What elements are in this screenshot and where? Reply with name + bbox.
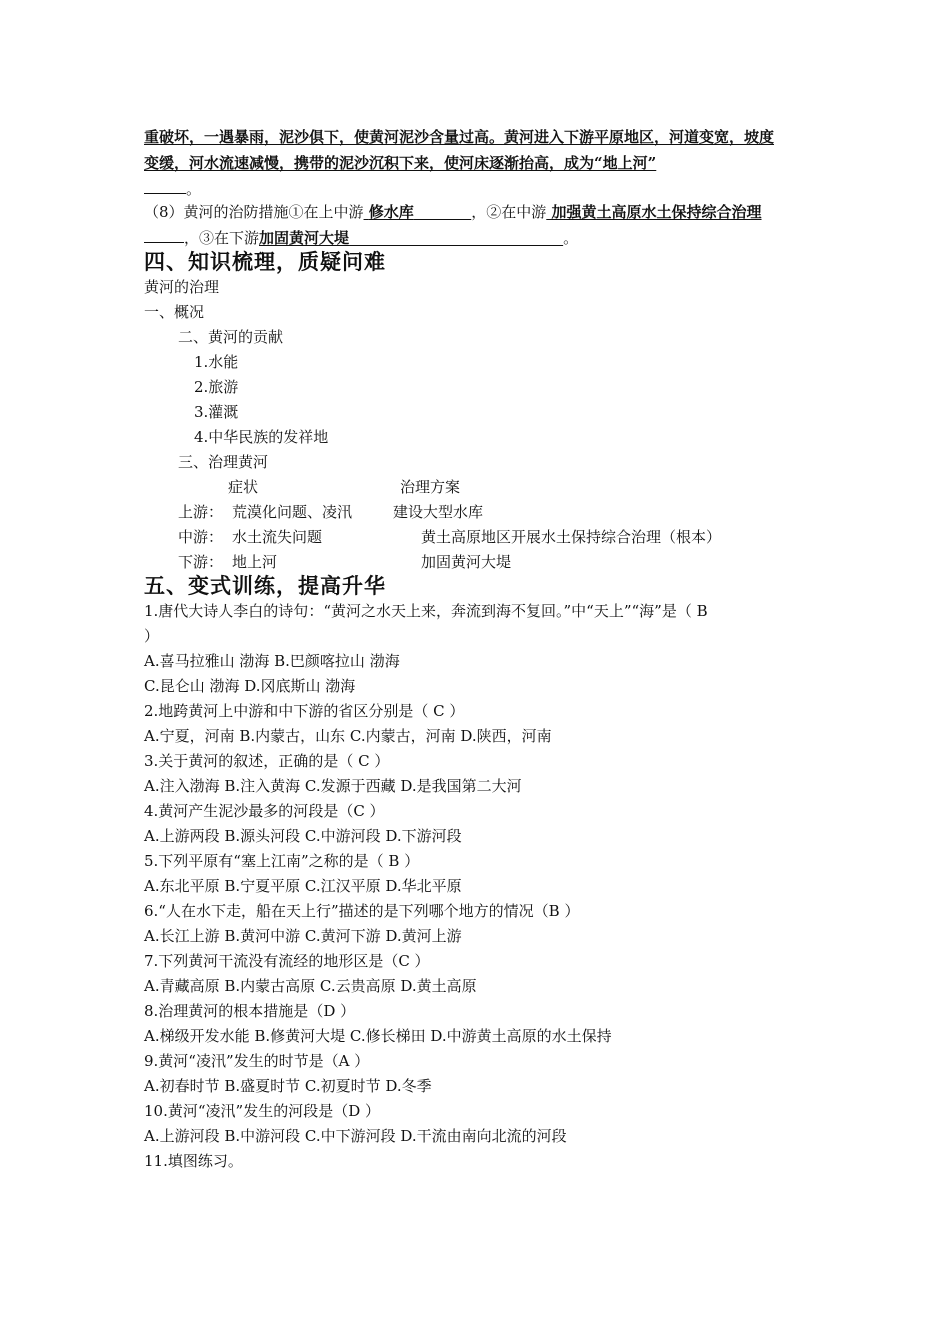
section-4-title: 黄河的治理 xyxy=(144,278,220,296)
section-4-heading: 四、知识梳理，质疑问难 xyxy=(144,249,386,274)
exercise-line: C.昆仑山 渤海 D.冈底斯山 渤海 xyxy=(144,677,356,695)
q8-mid: ，②在中游 xyxy=(471,203,547,221)
outline-item-3: 三、治理黄河 xyxy=(178,453,269,471)
answer-line-3 xyxy=(144,178,201,199)
exercise-line: 1.唐代大诗人李白的诗句：“黄河之水天上来，奔流到海不复回。”中“天上”“海”是（ B xyxy=(144,602,708,620)
question-8-line-2 xyxy=(144,227,578,248)
row-symptom: 荒漠化问题、凌汛 xyxy=(232,503,353,521)
column-header-symptom: 症状 xyxy=(228,478,259,496)
row-plan: 加固黄河大堤 xyxy=(421,553,512,571)
q8-prefix: （8）黄河的治防措施①在上中游 xyxy=(144,203,364,221)
exercise-line: ） xyxy=(144,627,160,645)
period: 。 xyxy=(186,180,202,198)
row-segment: 下游： xyxy=(178,553,224,571)
row-symptom: 水土流失问题 xyxy=(232,528,323,546)
exercise-line: A.长江上游 B.黄河中游 C.黄河下游 D.黄河上游 xyxy=(144,927,462,945)
section-5-heading: 五、变式训练，提高升华 xyxy=(144,573,386,598)
row-symptom: 地上河 xyxy=(232,553,278,571)
exercise-line: 9.黄河“凌汛”发生的时节是（A ） xyxy=(144,1052,370,1070)
contribution-item: 4.中华民族的发祥地 xyxy=(194,428,329,446)
q8-answer-3: 加固黄河大堤 xyxy=(259,229,350,247)
exercise-line: A.注入渤海 B.注入黄海 C.发源于西藏 D.是我国第二大河 xyxy=(144,777,522,795)
exercise-line: 7.下列黄河干流没有流经的地形区是（C ） xyxy=(144,952,430,970)
exercise-line: 4.黄河产生泥沙最多的河段是（C ） xyxy=(144,802,385,820)
blank-underline xyxy=(144,227,184,243)
exercise-line: A.上游两段 B.源头河段 C.中游河段 D.下游河段 xyxy=(144,827,462,845)
exercise-line: A.青藏高原 B.内蒙古高原 C.云贵高原 D.黄土高原 xyxy=(144,977,477,995)
question-8-line-1 xyxy=(144,202,762,222)
exercise-line: 6.“人在水下走，船在天上行”描述的是下列哪个地方的情况（B ） xyxy=(144,902,580,920)
column-header-plan: 治理方案 xyxy=(400,478,461,496)
exercise-line: A.东北平原 B.宁夏平原 C.江汉平原 D.华北平原 xyxy=(144,877,462,895)
contribution-item: 1.水能 xyxy=(194,353,239,371)
exercise-line: 8.治理黄河的根本措施是（D ） xyxy=(144,1002,356,1020)
exercise-line: 3.关于黄河的叙述，正确的是（ C ） xyxy=(144,752,390,770)
contribution-item: 3.灌溉 xyxy=(194,403,239,421)
exercise-line: 10.黄河“凌汛”发生的河段是（D ） xyxy=(144,1102,380,1120)
exercise-line: A.宁夏，河南 B.内蒙古，山东 C.内蒙古，河南 D.陕西，河南 xyxy=(144,727,552,745)
exercise-line: A.初春时节 B.盛夏时节 C.初夏时节 D.冬季 xyxy=(144,1077,432,1095)
answer-line-2: 变缓，河水流速减慢，携带的泥沙沉积下来，使河床逐渐抬高，成为“地上河” xyxy=(144,154,657,172)
outline-item-1: 一、概况 xyxy=(144,303,205,321)
exercise-line: A.上游河段 B.中游河段 C.中下游河段 D.干流由南向北流的河段 xyxy=(144,1127,567,1145)
row-segment: 上游： xyxy=(178,503,224,521)
row-plan: 黄土高原地区开展水土保持综合治理（根本） xyxy=(421,528,722,546)
row-segment: 中游： xyxy=(178,528,224,546)
q8-end: 。 xyxy=(563,229,579,247)
contribution-item: 2.旅游 xyxy=(194,378,239,396)
exercise-line: A.梯级开发水能 B.修黄河大堤 C.修长梯田 D.中游黄土高原的水土保持 xyxy=(144,1027,612,1045)
row-plan: 建设大型水库 xyxy=(393,503,484,521)
q8-answer-1: 修水库 xyxy=(368,203,414,221)
exercise-line: 11.填图练习。 xyxy=(144,1152,243,1170)
blank-underline xyxy=(144,178,186,194)
q8-mid2: ，③在下游 xyxy=(184,229,260,247)
outline-item-2: 二、黄河的贡献 xyxy=(178,328,284,346)
answer-line-1: 重破坏，一遇暴雨，泥沙俱下，使黄河泥沙含量过高。黄河进入下游平原地区，河道变宽，坡度 xyxy=(144,128,775,146)
q8-answer-2: 加强黄土高原水土保持综合治理 xyxy=(551,203,762,221)
exercise-line: 2.地跨黄河上中游和中下游的省区分别是（ C ） xyxy=(144,702,465,720)
exercise-line: A.喜马拉雅山 渤海 B.巴颜喀拉山 渤海 xyxy=(144,652,400,670)
exercise-line: 5.下列平原有“塞上江南”之称的是（ B ） xyxy=(144,852,420,870)
